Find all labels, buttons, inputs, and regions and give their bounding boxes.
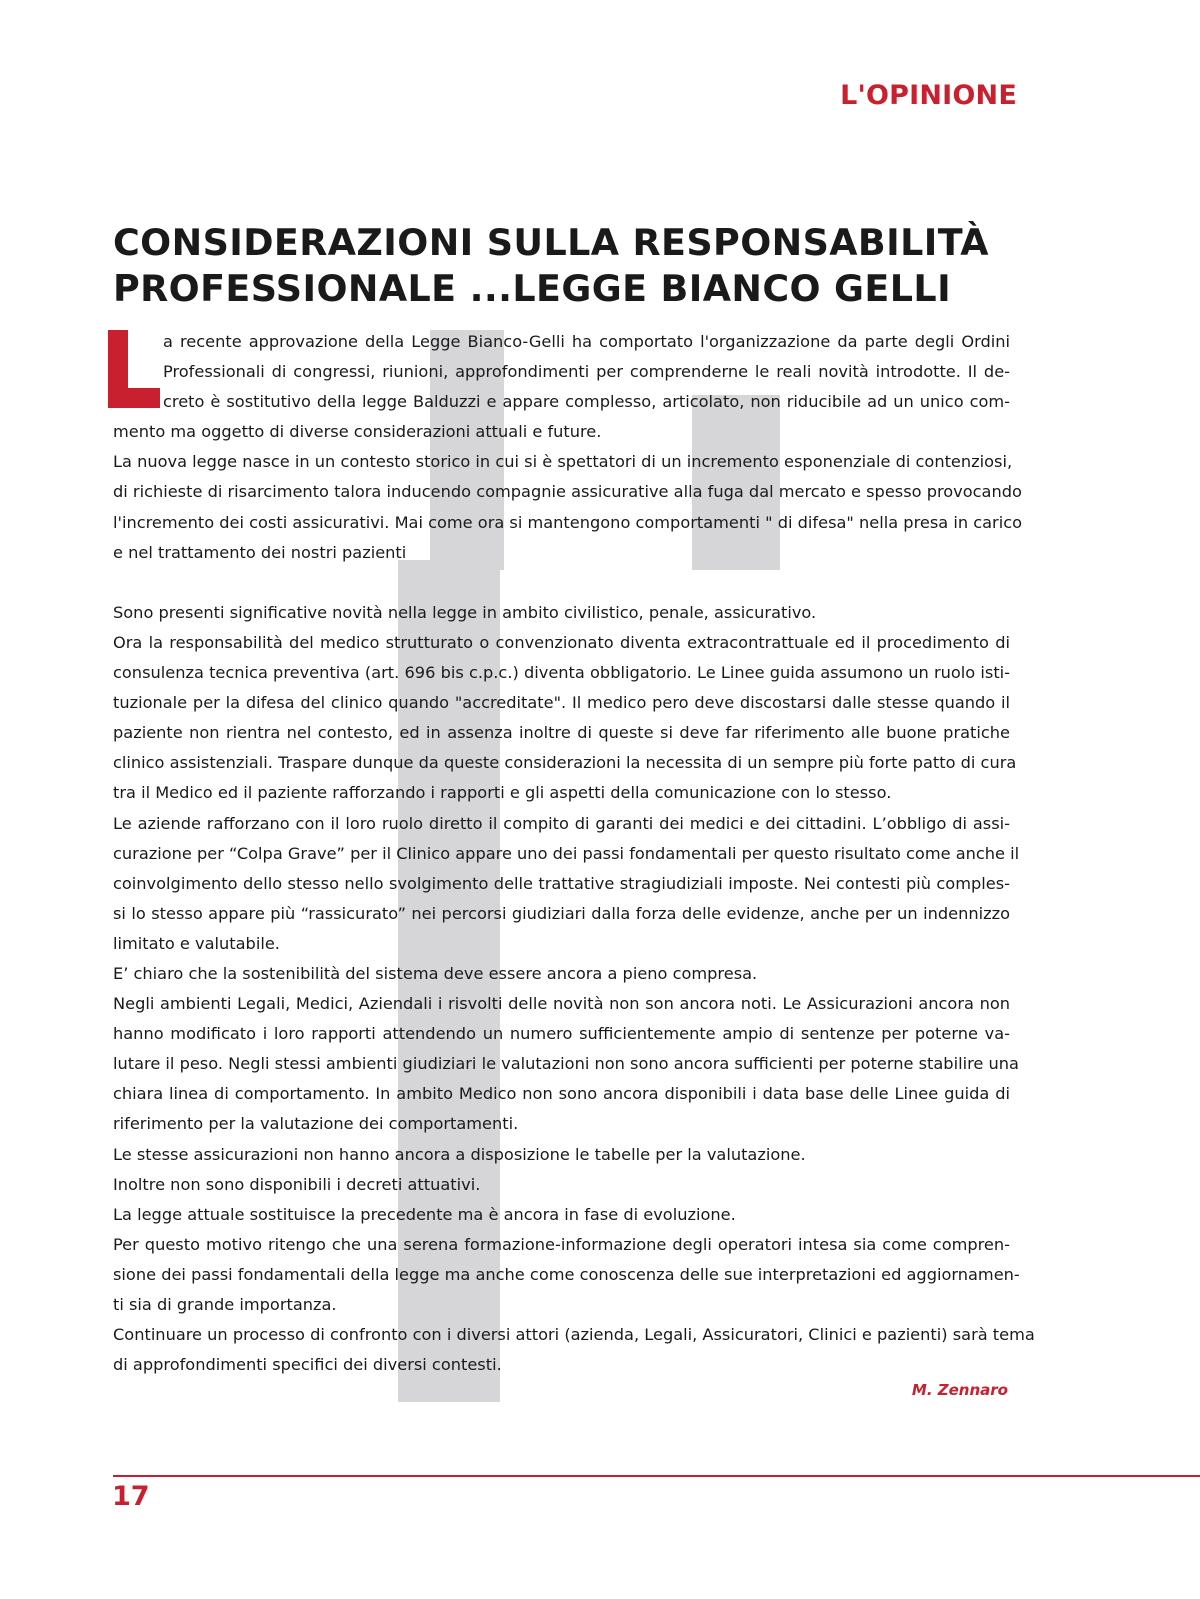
body-line: paziente non rientra nel contesto, ed in assenza inoltre di queste si deve far riferimento alle buone pratiche <box>113 723 1010 743</box>
body-line: Negli ambienti Legali, Medici, Aziendali i risvolti delle novità non son ancora noti. Le Assicurazioni ancora non <box>113 994 1010 1014</box>
body-line: Professionali di congressi, riunioni, approfondimenti per comprenderne le reali novità introdotte. Il de- <box>163 362 1010 382</box>
body-line: hanno modificato i loro rapporti attendendo un numero sufficientemente ampio di sentenze per poterne va- <box>113 1024 1010 1044</box>
blank-line <box>113 568 1010 598</box>
body-line: lutare il peso. Negli stessi ambienti giudiziari le valutazioni non sono ancora sufficienti per poterne stabilire una <box>113 1054 1019 1074</box>
body-line: Ora la responsabilità del medico strutturato o convenzionato diventa extracontrattuale ed il procedimento di <box>113 632 1010 652</box>
body-line: La nuova legge nasce in un contesto storico in cui si è spettatori di un incremento esponenziale di contenziosi, <box>113 452 1013 472</box>
body-line: coinvolgimento dello stesso nello svolgimento delle trattative stragiudiziali imposte. Nei contesti più comples- <box>113 873 1010 893</box>
body-line: Continuare un processo di confronto con i diversi attori (azienda, Legali, Assicuratori, Clinici e pazienti) sarà tema <box>113 1325 1035 1345</box>
body-line: ti sia di grande importanza. <box>113 1295 337 1314</box>
section-label: L'OPINIONE <box>840 80 1017 111</box>
body-line: di richieste di risarcimento talora inducendo compagnie assicurative alla fuga dal mercato e spesso provocando <box>113 482 1022 502</box>
title-line-2: PROFESSIONALE ...LEGGE BIANCO GELLI <box>113 267 952 310</box>
body-line: a recente approvazione della Legge Bianco-Gelli ha comportato l'organizzazione da parte degli Ordini <box>163 332 1010 351</box>
body-line: curazione per “Colpa Grave” per il Clinico appare uno dei passi fondamentali per questo risultato come anche il <box>113 843 1020 863</box>
body-line: consulenza tecnica preventiva (art. 696 bis c.p.c.) diventa obbligatorio. Le Linee guida assumono un ruolo isti- <box>113 663 1010 683</box>
body-line: Le aziende rafforzano con il loro ruolo diretto il compito di garanti dei medici e dei cittadini. L’obbligo di assi- <box>113 813 1010 833</box>
page-number: 17 <box>112 1481 150 1512</box>
footer-rule <box>113 1475 1200 1477</box>
body-line: sione dei passi fondamentali della legge ma anche come conoscenza delle sue interpretazioni ed aggiornamen- <box>113 1264 1020 1284</box>
body-line: La legge attuale sostituisce la precedente ma è ancora in fase di evoluzione. <box>113 1204 736 1224</box>
body-line: chiara linea di comportamento. In ambito Medico non sono ancora disponibili i data base delle Linee guida di <box>113 1084 1010 1104</box>
body-line: tuzionale per la difesa del clinico quando "accreditate". Il medico pero deve discostarsi dalle stesse quando il <box>113 693 1010 713</box>
body-line: Le stesse assicurazioni non hanno ancora a disposizione le tabelle per la valutazione. <box>113 1144 806 1164</box>
body-line: Inoltre non sono disponibili i decreti attuativi. <box>113 1174 481 1194</box>
article-title <box>113 220 1073 312</box>
title-line-1: CONSIDERAZIONI SULLA RESPONSABILITÀ <box>113 221 989 264</box>
body-line: l'incremento dei costi assicurativi. Mai come ora si mantengono comportamenti " di difesa" nella presa in carico <box>113 512 1023 532</box>
body-line: si lo stesso appare più “rassicurato” nei percorsi giudiziari dalla forza delle evidenze, anche per un indennizzo <box>113 903 1010 923</box>
article-body <box>113 327 1035 1380</box>
body-line: di approfondimenti specifici dei diversi contesti. <box>113 1355 502 1375</box>
body-line: tra il Medico ed il paziente rafforzando i rapporti e gli aspetti della comunicazione con lo stesso. <box>113 783 892 803</box>
body-line: Sono presenti significative novità nella legge in ambito civilistico, penale, assicurativo. <box>113 602 817 622</box>
body-line: e nel trattamento dei nostri pazienti <box>113 542 407 562</box>
drop-cap <box>108 330 160 408</box>
body-line: creto è sostitutivo della legge Balduzzi e appare complesso, articolato, non riducibile ad un unico com- <box>163 392 1010 412</box>
body-line: E’ chiaro che la sostenibilità del sistema deve essere ancora a pieno compresa. <box>113 963 758 983</box>
body-line: limitato e valutabile. <box>113 933 280 953</box>
body-line: riferimento per la valutazione dei comportamenti. <box>113 1114 519 1134</box>
body-line: mento ma oggetto di diverse considerazioni attuali e future. <box>113 422 602 442</box>
body-line: Per questo motivo ritengo che una serena formazione-informazione degli operatori intesa sia come compren- <box>113 1234 1010 1254</box>
body-line: clinico assistenziali. Traspare dunque da queste considerazioni la necessita di un sempre più forte patto di cura <box>113 753 1017 773</box>
author-signature: M. Zennaro <box>911 1381 1008 1399</box>
